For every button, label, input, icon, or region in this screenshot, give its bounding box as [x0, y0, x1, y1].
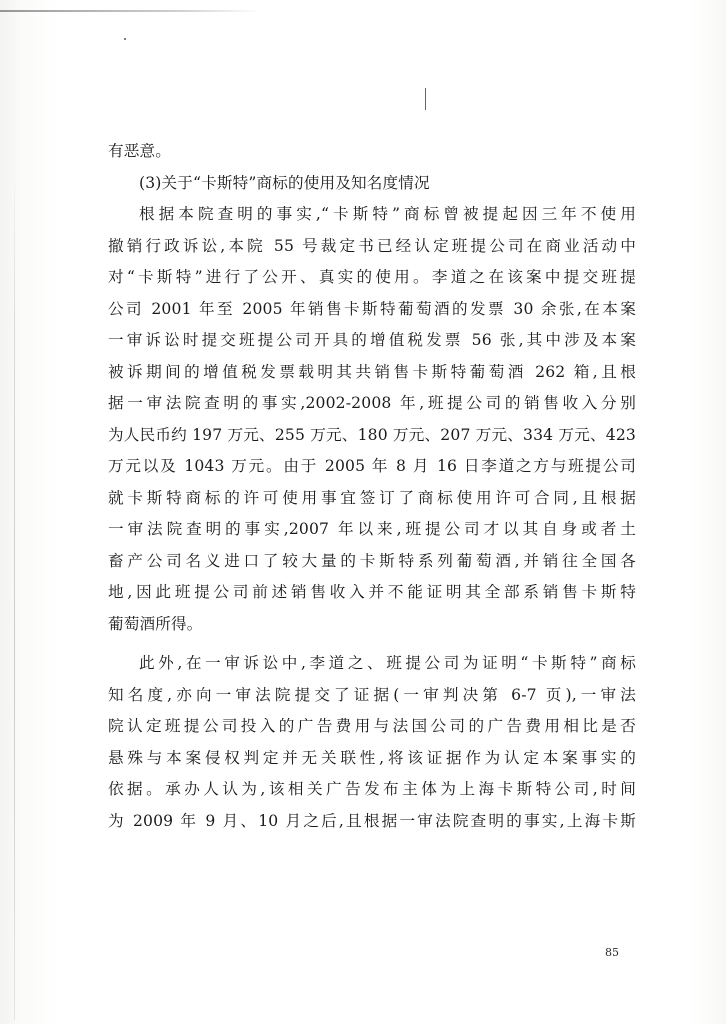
- page-number: 85: [605, 946, 619, 959]
- text-line: 院认定班提公司投入的广告费用与法国公司的广告费用相比是否: [108, 717, 636, 735]
- scan-artifact-mark: [425, 88, 426, 110]
- scan-artifact-dot: [124, 38, 126, 40]
- text-line: 万元以及 1043 万元。由于 2005 年 8 月 16 日李道之方与班提公司: [108, 457, 636, 475]
- text-line: 公司 2001 年至 2005 年销售卡斯特葡萄酒的发票 30 余张,在本案: [108, 299, 636, 318]
- text-line: 有恶意。: [108, 142, 171, 160]
- text-line: 对“卡斯特”进行了公开、真实的使用。李道之在该案中提交班提: [108, 268, 636, 286]
- text-line: 为 2009 年 9 月、10 月之后,且根据一审法院查明的事实,上海卡斯: [108, 811, 636, 830]
- scan-artifact-top: [0, 10, 260, 12]
- text-line: 一审法院查明的事实,2007 年以来,班提公司才以其自身或者土: [108, 520, 636, 538]
- text-line: 知名度,亦向一审法院提交了证据(一审判决第 6-7 页),一审法: [108, 685, 636, 704]
- document-body: [108, 136, 636, 837]
- text-line: 就卡斯特商标的许可使用事宜签订了商标使用许可合同,且根据: [108, 488, 636, 507]
- text-line: 撤销行政诉讼,本院 55 号裁定书已经认定班提公司在商业活动中: [108, 236, 636, 255]
- text-line: 据一审法院查明的事实,2002-2008 年,班提公司的销售收入分别: [108, 394, 636, 412]
- text-line: 畜产公司名义进口了较大量的卡斯特系列葡萄酒,并销往全国各: [108, 551, 636, 570]
- text-line: 悬殊与本案侵权判定并无关联性,将该证据作为认定本案事实的: [108, 748, 636, 767]
- text-line: 根据本院查明的事实,“卡斯特”商标曾被提起因三年不使用: [139, 205, 636, 223]
- text-line: 被诉期间的增值税发票载明其共销售卡斯特葡萄酒 262 箱,且根: [108, 362, 636, 381]
- text-line: 依据。承办人认为,该相关广告发布主体为上海卡斯特公司,时间: [108, 780, 636, 798]
- text-line: 此外,在一审诉讼中,李道之、班提公司为证明“卡斯特”商标: [139, 654, 636, 672]
- paragraph-gap: [108, 640, 636, 648]
- text-line: 为人民币约 197 万元、255 万元、180 万元、207 万元、334 万元、423: [108, 425, 636, 444]
- scan-artifact-left: [14, 160, 15, 1020]
- text-line: 葡萄酒所得。: [108, 614, 203, 633]
- text-line: 一审诉讼时提交班提公司开具的增值税发票 56 张,其中涉及本案: [108, 331, 636, 349]
- text-line: 地,因此班提公司前述销售收入并不能证明其全部系销售卡斯特: [108, 583, 636, 601]
- section-heading: (3)关于“卡斯特”商标的使用及知名度情况: [139, 173, 430, 192]
